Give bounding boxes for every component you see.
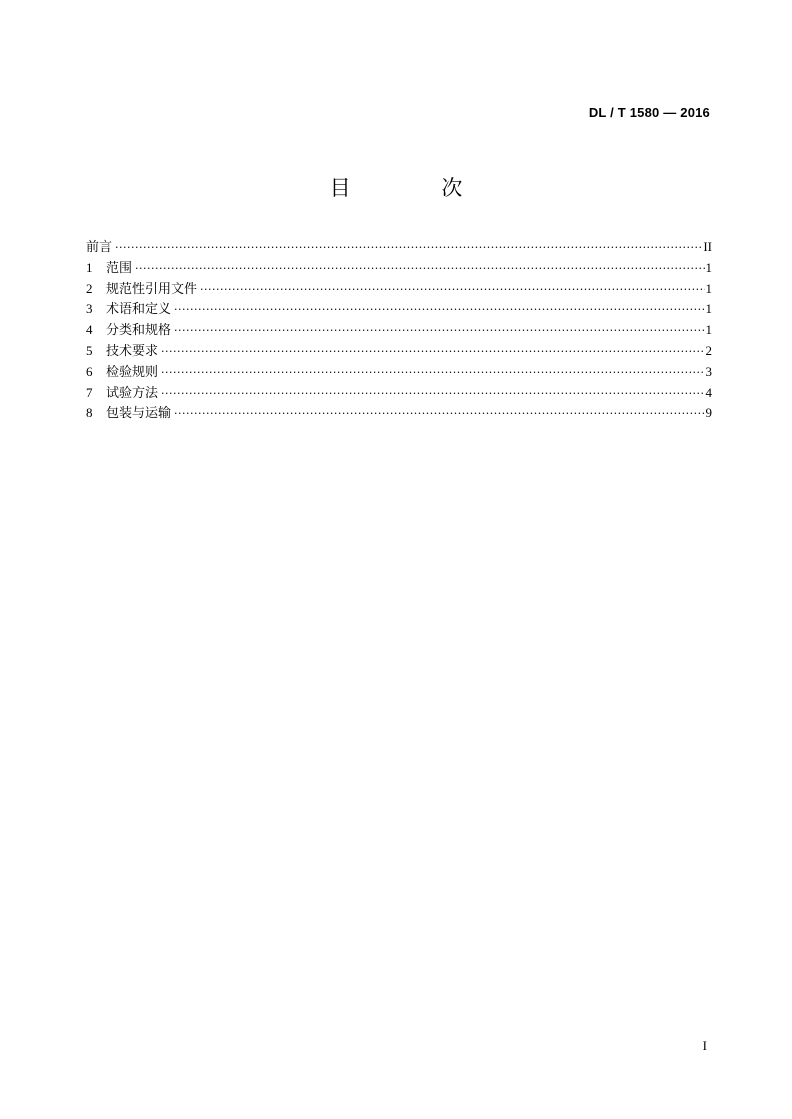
toc-entry-test-methods[interactable] xyxy=(86,382,712,403)
toc-entry-terms-definitions[interactable] xyxy=(86,298,712,319)
toc-leader-dots xyxy=(161,367,704,378)
toc-entry-label: 术语和定义 xyxy=(106,302,172,318)
toc-entry-page: 1 xyxy=(705,259,712,275)
toc-entry-number: 7 xyxy=(86,384,93,400)
toc-entry-number: 2 xyxy=(86,280,93,296)
toc-leader-dots xyxy=(174,325,704,336)
toc-entry-label: 检验规则 xyxy=(106,364,159,380)
toc-entry-normative-references[interactable] xyxy=(86,278,712,299)
table-of-contents xyxy=(86,236,712,423)
toc-entry-page: 1 xyxy=(705,322,712,338)
toc-leader-dots xyxy=(135,263,704,274)
page-title: 目 次 xyxy=(329,176,505,200)
toc-entry-page: 2 xyxy=(705,342,712,358)
toc-entry-page: 9 xyxy=(705,405,712,421)
toc-leader-dots xyxy=(200,284,704,295)
toc-entry-label: 前言 xyxy=(86,240,113,255)
toc-entry-number: 4 xyxy=(86,322,93,338)
toc-entry-technical-requirements[interactable] xyxy=(86,340,712,361)
toc-entry-number: 5 xyxy=(86,342,93,358)
toc-leader-dots xyxy=(174,408,704,419)
toc-entry-inspection-rules[interactable] xyxy=(86,361,712,382)
toc-leader-dots xyxy=(161,346,704,357)
toc-entry-page: 1 xyxy=(705,301,712,317)
toc-entry-label: 包装与运输 xyxy=(106,406,172,422)
toc-leader-dots xyxy=(161,388,704,399)
toc-entry-classification[interactable] xyxy=(86,319,712,340)
toc-entry-label: 分类和规格 xyxy=(106,323,172,339)
toc-entry-number: 8 xyxy=(86,405,93,421)
standard-code: DL / T 1580 — 2016 xyxy=(588,105,710,120)
toc-entry-number: 6 xyxy=(86,363,93,379)
page-number: I xyxy=(702,1038,707,1053)
toc-entry-label: 范围 xyxy=(106,260,133,276)
toc-entry-label: 试验方法 xyxy=(106,385,159,401)
toc-entry-label: 规范性引用文件 xyxy=(106,281,198,297)
toc-leader-dots xyxy=(115,242,702,253)
toc-entry-page: 4 xyxy=(705,384,712,400)
toc-leader-dots xyxy=(174,304,704,315)
toc-entry-foreword[interactable] xyxy=(86,236,712,257)
toc-entry-number: 1 xyxy=(86,259,93,275)
toc-entry-page: 3 xyxy=(705,363,712,379)
toc-entry-packaging-transport[interactable] xyxy=(86,402,712,423)
toc-entry-label: 技术要求 xyxy=(106,343,159,359)
toc-entry-page: 1 xyxy=(705,280,712,296)
toc-entry-page: II xyxy=(703,239,712,254)
toc-entry-number: 3 xyxy=(86,301,93,317)
toc-entry-scope[interactable] xyxy=(86,257,712,278)
